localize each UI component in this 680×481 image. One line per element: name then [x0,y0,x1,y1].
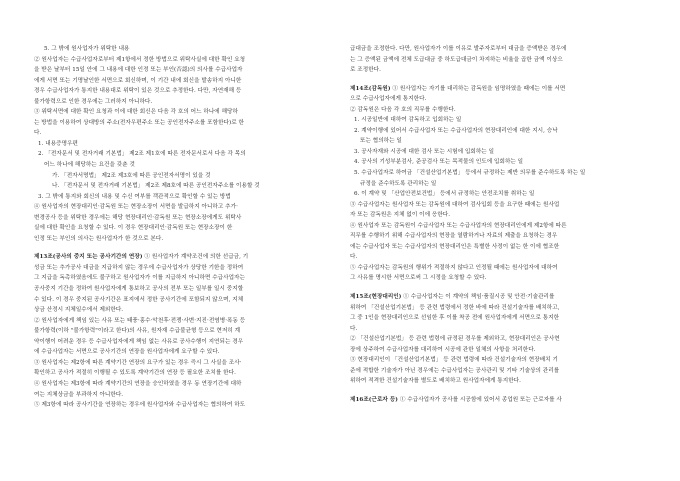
text-line: 에는 수급사업자 또는 수급사업자의 현장대리인은 특별한 사정이 없는 한 이에 협조한 [350,243,560,250]
text-line: 장에 상주하여 수급사업자를 대리하여 시공에 관한 일체의 사항을 처리한다. [350,346,536,353]
text-line: 여는 지체상금을 부과하지 아니한다. [34,391,124,398]
text-line: 다. [350,325,358,332]
text-line: 불가항력(이하 "불가항력"이라고 한다)의 사유, 원자재 수급불균형 등으로 현저히 계 [34,328,241,335]
text-fragment: ① 원사업자는 자기를 대리하는 감독원을 임명하였을 때에는 이를 서면 [390,85,566,92]
text-line: 수 있다. 이 경우 중지된 공사기간은 표지에서 정한 공사기간에 포함되지 않으며, 지체 [34,296,244,303]
list-item: 2. 「전자문서 및 전자거래 기본법」 제2조 제1호에 따른 전자문서로서 다음 각 목의 [38,151,246,158]
spacer [350,387,646,395]
text-line: ② 원사업자에게 책임 있는 사유 또는 태풍·홍수·악천후·전쟁·사변·지진·전염병·폭동 등 [34,317,246,324]
text-line: 로 조정한다. [350,67,381,74]
text-line: ② 원사업자는 수급사업자로부터 제1항에서 정한 방법으로 위탁사실에 대한 확인 요청 [34,56,246,63]
list-item: 2. 계약이행에 있어서 수급사업자 또는 수급사업자의 현장대리인에 대한 지시, 승낙 [354,127,558,134]
list-item: 나. 「전자문서 및 전자거래 기본법」 제2조 제8호에 따른 공인전자주소를 이용할 것 [52,183,260,190]
text-line: ③ 현장대리인이 「건설산업기본법」 등 관련 법령에 따라 건설기술자의 현장배치 기 [350,357,558,364]
list-item: 규정을 준수하도록 관리하는 일 [360,180,437,187]
text-line: 약이행이 어려운 경우 등 수급사업자에게 책임 없는 사유로 공사수행이 지연되는 경우 [34,338,244,345]
list-item: 가. 「전자서명법」 제2조 제3호에 따른 공인전자서명이 있을 것 [52,172,211,179]
text-line: 인정 또는 부인의 의사는 원사업자가 한 것으로 본다. [34,235,164,242]
text-line: ⑤ 수급사업자는 감독원의 행위가 적절하지 않다고 인정될 때에는 원사업자에 대하여 [350,264,558,271]
article-13-first-line [34,252,330,263]
text-line: 다. [350,254,358,261]
text-line: 위하여 적격한 건설기술자를 별도로 배치하고 원사업자에게 통지한다. [350,378,521,385]
text-line: 경우 수급사업자가 통지한 내용대로 위탁이 있은 것으로 추정한다. 다만, 자연재해 등 [34,88,242,95]
text-line: 위하여 「건설산업기본법」 등 관련 법령에서 정한 바에 따라 건설기술자를 배치하고, [350,304,560,311]
article-14-first-line [350,84,646,95]
text-line: ③ 수급사업자는 원사업자 또는 감독원에 대하여 검사입회 등을 요구한 때에는 원사업 [350,201,560,208]
text-line: 상금 산정시 지체일수에서 제외한다. [34,307,124,314]
list-item: 3. 그 밖에 통지와 회신의 내용 및 수신 여부를 객관적으로 확인할 수 있는 방법 [38,193,231,200]
text-line: ③ 원사업자는 제2항에 따른 계약기간 연장의 요구가 있는 경우 즉시 그 사실을 조사· [34,359,242,366]
text-line: 급대금을 조정한다. 다만, 원사업자가 이를 이유로 발주자로부터 대금을 증액받은 경우에 [350,46,567,52]
list-item: 6. 이 계약 및 「산업안전보건법」 등에서 규정하는 안전조치를 취하는 일 [354,191,535,198]
spacer [350,284,646,292]
text-line: ⑤ 제3항에 따라 공사기간을 연장하는 경우에 원사업자와 수급사업자는 협의하여 하도 [34,402,246,409]
text-line: ② 「건설산업기본법」 등 관련 법령에 규정된 경우를 제외하고, 현장대리인은 공사현 [350,336,560,343]
article-heading: 제13조(공사의 중지 또는 공사기간의 연장) [34,254,143,261]
text-line: 는 그 증액된 금액에 전체 도급대금 중 하도급대금이 차지하는 비율을 곱한 금액 이상으 [350,56,563,63]
article-16-first-line [350,395,646,406]
text-line: 자 또는 감독원은 지체 없이 이에 응한다. [350,212,451,219]
list-item: 4. 공사의 기성부분검사, 준공검사 또는 목적물의 인도에 입회하는 일 [354,159,524,166]
text-line: 에게 서면 또는 기명날인한 서면으로 회신하며, 이 기간 내에 회신을 발송하지 아니한 [34,77,242,84]
text-line: 성금 또는 추가공사 대금을 지급하지 않는 경우에 수급사업자가 상당한 기한을 정하여 [34,264,244,271]
text-line: 공사중지 기간을 정하여 원사업자에게 통보하고 공사의 전부 또는 일부를 일시 중지할 [34,286,244,293]
article-heading: 제14조(감독원) [350,85,391,92]
text-line: 그 사유를 명시한 서면으로써 그 시정을 요청할 수 있다. [350,275,487,282]
text-line: ② 감독원은 다음 각 호의 직무를 수행한다. [350,106,456,113]
text-line: 변경공사 등을 위탁한 경우에는 해당 현장대리인·감독원 또는 현장소장에게도 위탁사 [34,214,242,221]
list-item: 어느 하나에 해당하는 요건을 갖춘 것 [44,162,135,169]
text-line: 그 중 1인을 현장대리인으로 선임한 후 이를 착공 전에 원사업자에게 서면으로 통지한 [350,315,560,322]
text-fragment: ① 수급사업자가 공사를 시공함에 있어서 종업원 또는 근로자를 사 [398,396,562,403]
right-column [350,44,646,406]
left-column [34,44,330,411]
article-15-first-line [350,292,646,303]
text-line: 에 수급사업자는 서면으로 공사기간의 연장을 원사업자에게 요구할 수 있다. [34,349,220,356]
text-line: 직무를 수행하기 위해 수급사업자의 현장을 열람하거나 자료의 제출을 요청하는 경우 [350,233,558,240]
text-line: 는 방법을 이용하여 상대방의 주소(전자우편주소 또는 공인전자주소를 포함한다)로 한 [34,119,244,126]
text-line: ④ 원사업자 또는 감독원이 수급사업자 또는 수급사업자의 현장대리인에게 제2항에 따른 [350,222,567,229]
text-line: 다. [34,130,42,137]
list-item: 또는 협의하는 일 [360,138,402,145]
text-line: 실에 대한 확인을 요청할 수 있다. 이 경우 현장대리인·감독원 또는 현장소장이 한 [34,225,233,232]
spacer [34,244,330,252]
list-item: 5. 수급사업자로 하여금 「건설산업기본법」 등에서 규정하는 제반 의무를 준수하도록 하는 일 [354,170,586,177]
list-item: 1. 시공일반에 대하여 감독하고 입회하는 일 [354,117,462,124]
list-item: 1. 내용증명우편 [38,140,78,147]
text-line: 불가항력으로 인한 경우에는 그러하지 아니하다. [34,98,153,105]
text-fragment: ① 원사업자가 계약조건에 의한 선급금, 기 [142,254,249,261]
list-item: 3. 공사자재와 시공에 대한 검사 또는 시험에 입회하는 일 [354,148,495,155]
text-line: 을 받은 날부터 15일 안에 그 내용에 대한 인정 또는 부인(否認)의 의사를 수급사업자 [34,67,243,74]
text-line: 그 지급을 독촉하였음에도 불구하고 원사업자가 이를 지급하지 아니하면 수급사업자는 [34,275,245,282]
text-line: 으로 수급사업자에게 통지한다. [350,96,427,103]
text-line: 준에 적합한 기술자가 아닌 경우에는 수급사업자는 공사관리 및 기타 기술상의 관리를 [350,367,560,374]
text-line: 5. 그 밖에 원사업자가 위탁한 내용 [44,46,130,52]
text-line: ④ 원사업자는 제3항에 따라 계약기간의 연장을 승인하였을 경우 동 연장기간에 대하 [34,380,242,387]
text-line: 확인하고 공사가 적절히 이행될 수 있도록 계약기간의 연장 등 필요한 조치를 한다. [34,370,236,377]
spacer [350,76,646,84]
article-heading: 제16조(근로자 등) [350,396,398,403]
text-line: ③ 위탁서면에 대한 확인 요청과 이에 대한 회신은 다음 각 호의 어느 하나에 해당하 [34,109,238,116]
article-heading: 제15조(현장대리인) [350,294,402,301]
text-line: ④ 원사업자의 현장대리인·감독원 또는 현장소장이 서면을 발급하지 아니하고 추가· [34,204,238,211]
text-fragment: ① 수급사업자는 이 계약의 책임·품질시공 및 안전·기술관리를 [401,294,555,301]
